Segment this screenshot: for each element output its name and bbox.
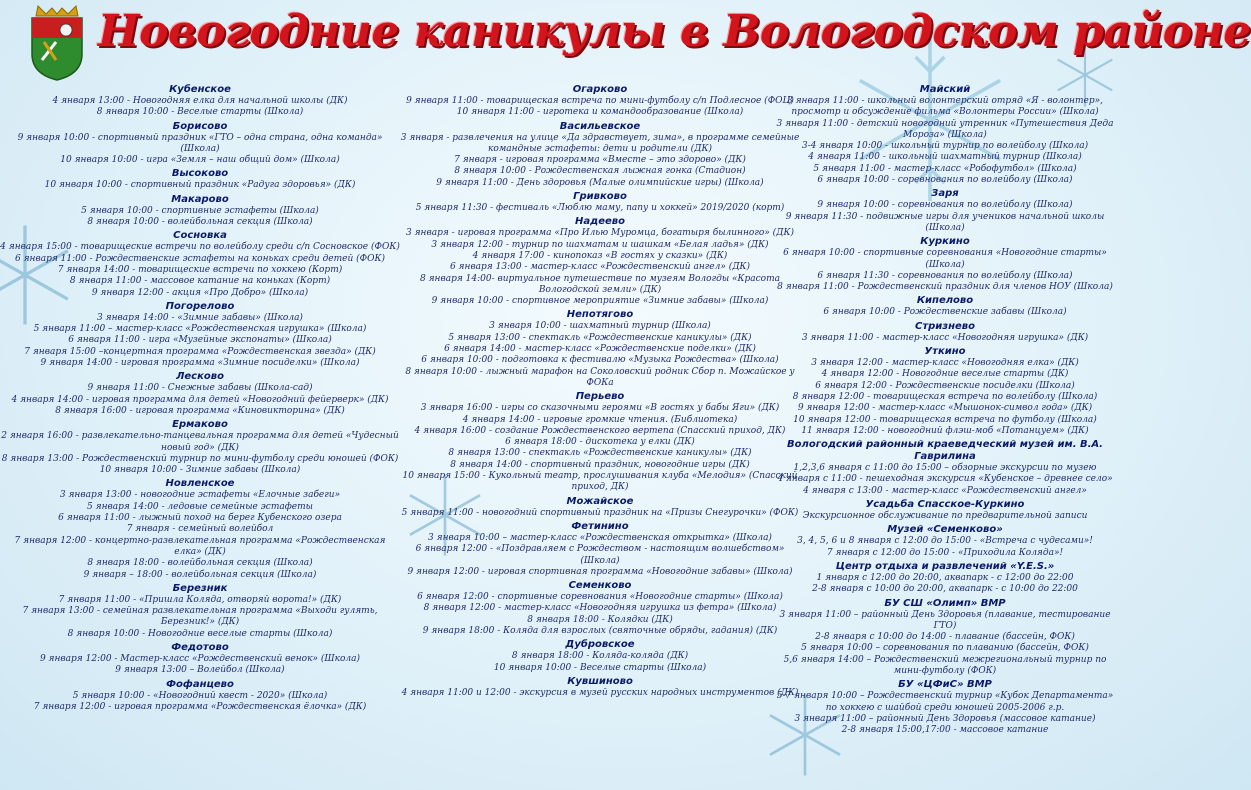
event-line: 9 января 11:00 - товарищеская встреча по мини-футболу с/п Подлесное (ФОЦ) xyxy=(406,96,794,106)
event-line: 10 января 10:00 - Веселые старты (Школа) xyxy=(493,662,707,673)
event-line: 5 января 11:30 - фестиваль «Люблю маму, папу и хоккей» 2019/2020 (корт) xyxy=(415,203,785,214)
event-line: 5 января 13:00 - спектакль «Рождественские каникулы» (ДК) xyxy=(448,332,752,343)
event-line: 10 января 10:00 - Зимние забавы (Школа) xyxy=(99,465,301,476)
event-line: 8 января 14:00- виртуальное путешествие по музеям Вологды «Красота Вологодской земли» (ДК) xyxy=(420,273,780,295)
venue-section xyxy=(0,679,400,714)
event-line: 9 января 18:00 - Коляда для взрослых (святочные обряды, гадания) (ДК) xyxy=(422,625,778,636)
venue-section xyxy=(400,216,800,307)
venue-section xyxy=(770,499,1120,522)
event-line: 5-7 января 10:00 – Рождественский турнир «Кубок Департамента» xyxy=(776,691,1114,702)
event-line: 9 января 12:00 - мастер-класс «Мышонок-символ года» (ДК) xyxy=(797,403,1093,414)
event-line: 4 января 12:00 - Новогодние веселые старты (ДК) xyxy=(821,369,1069,380)
venue-section xyxy=(400,191,800,214)
event-line: 3 января 11:00 – районный День Здоровья (массовое катание) xyxy=(794,713,1096,724)
venue-title: Федотово xyxy=(171,641,229,653)
event-line: 9 января 12:00 - игровая спортивная программа «Новогодние забавы» (Школа) xyxy=(407,566,793,577)
event-line: 4 января 13:00 - Новогодняя елка для начальной школы (ДК) xyxy=(52,96,348,106)
venue-title: Семенково xyxy=(568,580,632,592)
schedule-column-right xyxy=(770,82,1120,736)
event-line: 6 января 11:00 - Рождественские эстафеты на коньках среди детей (ФОК) xyxy=(15,253,385,264)
event-line: 2-8 января 15:00,17:00 - массовое катание xyxy=(841,725,1049,736)
event-line: 7 января 12:00 - игровая программа «Рождественская ёлочка» (ДК) xyxy=(33,701,367,712)
event-line: 6 января 11:30 - соревнования по волейболу (Школа) xyxy=(817,270,1073,281)
event-line: 7 января - семейный волейбол xyxy=(126,524,274,535)
event-line: 7 января - игровая программа «Вместе – это здорово» (ДК) xyxy=(454,155,746,166)
venue-section xyxy=(770,236,1120,293)
event-line: 9 января 11:00 - День здоровья (Малые олимпийские игры) (Школа) xyxy=(436,177,764,188)
venue-title: Надеево xyxy=(575,216,625,228)
venue-section xyxy=(0,419,400,476)
event-line: 3, 4, 5, 6 и 8 января с 12:00 до 15:00 - «Встреча с чудесами»! xyxy=(797,536,1093,547)
event-line: 7 января 11:00 - «Пришла Коляда, отворяй ворота!» (ДК) xyxy=(58,594,342,605)
event-line: 6 января 12:00 - Рождественские посиделки (Школа) xyxy=(815,380,1075,391)
event-line: 3 января 16:00 - игры со сказочными героями «В гостях у бабы Яги» (ДК) xyxy=(420,403,780,414)
event-line: по хоккею с шайбой среди юношей 2005-2006 г.р. xyxy=(825,702,1065,713)
event-line: 5 января 11:00 - мастер-класс «Робофутбол» (Школа) xyxy=(813,163,1077,174)
event-line: 4 января 11:00 - школьный шахматный турнир (Школа) xyxy=(808,152,1082,163)
venue-title: Сосновка xyxy=(173,230,227,242)
venue-title: БУ СШ «Олимп» ВМР xyxy=(884,597,1006,609)
event-line: 8 января 10:00 - Рождественская лыжная гонка (Стадион) xyxy=(454,166,746,177)
event-line: 8 января 10:00 - Новогодние веселые старты (Школа) xyxy=(67,628,333,639)
event-line: 9 января 12:00 - акция «Про Добро» (Школа) xyxy=(91,287,309,298)
event-line: 6 января 11:00 - лыжный поход на берег Кубенского озера xyxy=(58,513,342,524)
venue-title: Музей «Семенково» xyxy=(887,524,1003,536)
event-line: 6 января 10:00 - подготовка к фестивалю «Музыка Рождества» (Школа) xyxy=(421,355,779,366)
venue-section xyxy=(770,295,1120,318)
event-line: 8 января 11:00 - Рождественский праздник для членов НОУ (Школа) xyxy=(777,282,1113,293)
event-line: 2 января 16:00 - развлекательно-танцевальная программа для детей «Чудесный новый год» (ДК) xyxy=(1,431,399,453)
venue-title: Дубровское xyxy=(565,639,635,651)
venue-section xyxy=(400,676,800,699)
event-line: 3 января 13:00 - новогодние эстафеты «Елочные забеги» xyxy=(59,490,341,501)
venue-title: Фофанцево xyxy=(166,678,234,690)
venue-title: Фетинино xyxy=(571,520,629,532)
venue-title: Васильевское xyxy=(559,120,641,132)
event-line: 7 января 15:00 –концертная программа «Рождественская звезда» (ДК) xyxy=(24,346,376,357)
venue-title: Лесково xyxy=(176,371,224,383)
venue-section xyxy=(770,524,1120,559)
event-line: 6 января 12:00 - спортивные соревнования «Новогодние старты» (Школа) xyxy=(417,592,783,603)
event-line: 3 января - развлечения на улице «Да здравствует, зима», в программе семейные командные эстафеты: дети и родители (ДК) xyxy=(400,132,800,154)
venue-title: Усадьба Спасское-Куркино xyxy=(865,499,1025,511)
event-line: 6 января 13:00 - мастер-класс «Рождественский ангел» (ДК) xyxy=(449,262,751,273)
event-line: 8 января 13:00 - Рождественский турнир по мини-футболу среди юношей (ФОК) xyxy=(1,453,399,464)
venue-section xyxy=(770,84,1120,186)
event-line: 9 января 13:00 – Волейбол (Школа) xyxy=(115,665,285,676)
event-line: 10 января 12:00 - товарищеская встреча по футболу (Школа) xyxy=(793,414,1097,425)
event-line: 5 января 10:00 - «Новогодний квест - 2020» (Школа) xyxy=(72,690,328,701)
event-line: 9 января 12:00 - Мастер-класс «Рождественский венок» (Школа) xyxy=(39,653,361,664)
event-line: 6 января 10:00 - спортивные соревнования «Новогодние старты» (Школа) xyxy=(783,248,1107,270)
event-line: 4 января 14:00 - игровые громкие чтения. (Библиотека) xyxy=(462,414,738,425)
event-line: 10 января 15:00 - Кукольный театр, прослушивания клуба «Мелодия» (Спасский приход, ДК) xyxy=(402,471,798,493)
event-line: 6 января 10:00 - Рождественские забавы (Школа) xyxy=(823,307,1067,318)
event-line: 5 января 10:00 - спортивные эстафеты (Школа) xyxy=(81,205,319,216)
venue-section xyxy=(400,309,800,389)
event-line: 4 января 17:00 - кинопоказ «В гостях у сказки» (ДК) xyxy=(472,250,728,261)
venue-section xyxy=(0,194,400,229)
event-line: 3 января 11:00 - мастер-класс «Новогодняя игрушка» (ДК) xyxy=(801,332,1089,343)
venue-section xyxy=(770,439,1120,497)
event-line: 9 января 10:00 - спортивное мероприятие «Зимние забавы» (Школа) xyxy=(431,296,769,307)
event-line: 9 января 10:00 - спортивный праздник «ГТО – одна страна, одна команда» (Школа) xyxy=(17,132,383,154)
event-line: 7 января с 12:00 до 15:00 - «Приходила Коляда»! xyxy=(826,547,1064,558)
event-line: 8 января 11:00 - массовое катание на коньках (Корт) xyxy=(69,276,331,287)
event-line: 1 января с 12:00 до 20:00, аквапарк - с 12:00 до 22:00 xyxy=(816,572,1074,583)
venue-title: Вологодский районный краеведческий музей им. В.А. Гаврилина xyxy=(787,439,1103,463)
event-line: 4 января с 13:00 - мастер-класс «Рождественский ангел» xyxy=(803,485,1087,496)
venue-section xyxy=(0,301,400,369)
event-line: 8 января 12:00 - товарищеская встреча по волейболу (Школа) xyxy=(792,391,1098,402)
event-line: 8 января 14:00 - спортивный праздник, новогодние игры (ДК) xyxy=(450,459,750,470)
event-line: 5 января 11:00 – мастер-класс «Рождественская игрушка» (Школа) xyxy=(33,324,367,335)
event-line: 5 января 14:00 - ледовые семейные эстафеты xyxy=(87,501,313,512)
event-line: 1,2,3,6 января с 11:00 до 15:00 – обзорные экскурсии по музею xyxy=(793,463,1097,474)
venue-title: Перьево xyxy=(575,391,625,403)
event-line: 9 января 11:30 - подвижные игры для учеников начальной школы (Школа) xyxy=(785,211,1105,233)
event-line: 5,6 января 14:00 – Рождественский межрегиональный турнир по мини-футболу (ФОК) xyxy=(783,654,1107,676)
venue-section xyxy=(0,583,400,640)
venue-section xyxy=(0,121,400,167)
venue-title: Погорелово xyxy=(165,300,235,312)
event-line: 7 января 13:00 - семейная развлекательная программа «Выходи гулять, Березник!» (ДК) xyxy=(22,606,378,628)
venue-section xyxy=(0,84,400,119)
venue-title: Уткино xyxy=(924,346,966,358)
event-line: 5 января 10:00 – соревнования по плаванию (бассейн, ФОК) xyxy=(801,643,1089,654)
venue-title: Новленское xyxy=(165,478,235,490)
event-line: 11 января 12:00 - новогодний флэш-моб «Потанцуем» (ДК) xyxy=(801,425,1089,436)
venue-title: Макарово xyxy=(171,193,229,205)
event-line: 4 января 11:00 и 12:00 - экскурсия в музей русских народных инструментов (ДК) xyxy=(401,687,799,698)
venue-section xyxy=(0,478,400,580)
venue-section xyxy=(770,321,1120,344)
event-line: 8 января 10:00 - Веселые старты (Школа) xyxy=(96,107,304,118)
venue-section xyxy=(770,346,1120,437)
event-line: 3 января 11:00 - школьный волонтерский отряд «Я - волонтер», просмотр и обсуждение фильма «Волонтеры России» (Школа) xyxy=(787,96,1103,118)
event-line: 9 января 14:00 - игровая программа «Зимние посиделки» (Школа) xyxy=(40,358,360,369)
event-line: 8 января 16:00 - игровая программа «Киновикторина» (ДК) xyxy=(55,405,345,416)
event-line: 9 января – 18:00 - волейбольная секция (Школа) xyxy=(83,569,317,580)
event-line: 8 января 18:00 - Колядки (ДК) xyxy=(527,614,673,625)
event-line: 10 января 10:00 - игра «Земля – наш общий дом» (Школа) xyxy=(60,155,340,166)
event-line: 8 января 18:00 - волейбольная секция (Школа) xyxy=(87,558,313,569)
venue-section xyxy=(770,598,1120,678)
event-line: 4 января 15:00 - товарищеские встречи по волейболу среди с/п Сосновское (ФОК) xyxy=(0,242,400,253)
venue-section xyxy=(400,121,800,189)
event-line: 2-8 января с 10:00 до 20:00, аквапарк - с 10:00 до 22:00 xyxy=(812,584,1078,595)
venue-section xyxy=(770,188,1120,234)
event-line: 2-8 января с 10:00 до 14:00 - плавание (бассейн, ФОК) xyxy=(815,632,1075,643)
event-line: 4 января 16:00 - создание Рождественского вертепа (Спасский приход, ДК) xyxy=(414,425,786,436)
event-line: 3 января 10:00 - шахматный турнир (Школа) xyxy=(489,321,711,332)
page-title: Новогодние каникулы в Вологодском районе xyxy=(98,6,1251,57)
event-line: 4 января 14:00 - игровая программа для детей «Новогодний фейерверк» (ДК) xyxy=(11,394,389,405)
venue-title: Борисово xyxy=(172,120,228,132)
venue-title: Майский xyxy=(919,84,971,95)
event-line: 8 января 13:00 - спектакль «Рождественские каникулы» (ДК) xyxy=(448,448,752,459)
venue-title: Центр отдыха и развлечений «Y.E.S.» xyxy=(835,560,1055,572)
venue-title: БУ «ЦФиС» ВМР xyxy=(898,679,992,691)
venue-section xyxy=(400,391,800,493)
venue-title: Огарково xyxy=(572,84,628,95)
event-line: 3-4 января 10:00 - школьный турнир по волейболу (Школа) xyxy=(801,141,1089,152)
event-line: 3 января - игровая программа «Про Илью Муромца, богатыря былинного» (ДК) xyxy=(406,228,794,239)
venue-title: Кубенское xyxy=(169,84,231,95)
event-line: 10 января 10:00 - спортивный праздник «Радуга здоровья» (ДК) xyxy=(44,180,356,191)
venue-title: Можайское xyxy=(566,495,634,507)
schedule-column-left xyxy=(0,82,400,713)
venue-title: Куркино xyxy=(920,236,970,248)
venue-title: Заря xyxy=(931,188,959,200)
event-line: Экскурсионное обслуживание по предварительной записи xyxy=(802,511,1088,522)
venue-section xyxy=(0,168,400,191)
event-line: 8 января 12:00 - мастер-класс «Новогодняя игрушка из фетра» (Школа) xyxy=(423,603,777,614)
event-line: 3 января 11:00 - детский новогодний утренник «Путешествия Деда Мороза» (Школа) xyxy=(776,118,1114,140)
schedule-column-middle xyxy=(400,82,800,699)
event-line: 6 января 14:00 - мастер-класс «Рождественские поделки» (ДК) xyxy=(444,344,756,355)
event-line: 3 января 10:00 – мастер-класс «Рождественская открытка» (Школа) xyxy=(428,532,772,543)
coat-of-arms-icon xyxy=(26,2,88,82)
event-line: 4 января с 11:00 - пешеходная экскурсия «Кубенское – древнее село» xyxy=(777,474,1113,485)
venue-title: Ермаково xyxy=(172,419,228,431)
event-line: 5 января 11:00 - новогодний спортивный праздник на «Призы Снегурочки» (ФОК) xyxy=(401,507,799,518)
event-line: 7 января 12:00 - концертно-развлекательная программа «Рождественская елка» (ДК) xyxy=(14,535,386,557)
venue-title: Кувшиново xyxy=(567,675,633,687)
event-line: 3 января 12:00 - мастер-класс «Новогодняя елка» (ДК) xyxy=(811,358,1079,369)
venue-title: Кипелово xyxy=(916,295,974,307)
event-line: 9 января 11:00 - Снежные забавы (Школа-сад) xyxy=(87,383,313,394)
event-line: 8 января 18:00 - Коляда-коляда (ДК) xyxy=(511,651,689,662)
venue-section xyxy=(0,371,400,417)
venue-section xyxy=(400,639,800,674)
event-line: 6 января 12:00 - «Поздравляем с Рождеством - настоящим волшебством» (Школа) xyxy=(415,544,785,566)
event-line: 3 января 11:00 – районный День Здоровья (плавание, тестирование ГТО) xyxy=(779,609,1111,631)
venue-title: Гривково xyxy=(573,191,627,203)
event-line: 8 января 10:00 - волейбольная секция (Школа) xyxy=(87,217,313,228)
event-line: 6 января 11:00 - игра «Музейные экспонаты» (Школа) xyxy=(68,335,332,346)
venue-title: Стризнево xyxy=(915,320,975,332)
venue-section xyxy=(770,561,1120,596)
event-line: 6 января 18:00 - дискотека у елки (ДК) xyxy=(505,437,695,448)
venue-section xyxy=(0,230,400,298)
venue-section xyxy=(0,642,400,677)
venue-section xyxy=(400,580,800,637)
venue-section xyxy=(770,679,1120,736)
event-line: 3 января 12:00 - турнир по шахматам и шашкам «Белая ладья» (ДК) xyxy=(431,239,769,250)
event-line: 10 января 11:00 - игротека и командообразование (Школа) xyxy=(456,107,744,118)
event-line: 6 января 10:00 - соревнования по волейболу (Школа) xyxy=(817,175,1073,186)
venue-title: Высоково xyxy=(171,168,229,180)
venue-section xyxy=(400,84,800,119)
event-line: 7 января 14:00 - товарищеские встречи по хоккею (Корт) xyxy=(57,264,343,275)
venue-section xyxy=(400,521,800,578)
event-line: 3 января 14:00 - «Зимние забавы» (Школа) xyxy=(97,312,303,323)
event-line: 8 января 10:00 - лыжный марафон на Соколовский родник Сбор п. Можайское у ФОКа xyxy=(405,366,795,388)
venue-section xyxy=(400,496,800,519)
venue-title: Непотягово xyxy=(566,309,634,321)
venue-title: Березник xyxy=(172,582,228,594)
event-line: 9 января 10:00 - соревнования по волейболу (Школа) xyxy=(817,200,1073,211)
